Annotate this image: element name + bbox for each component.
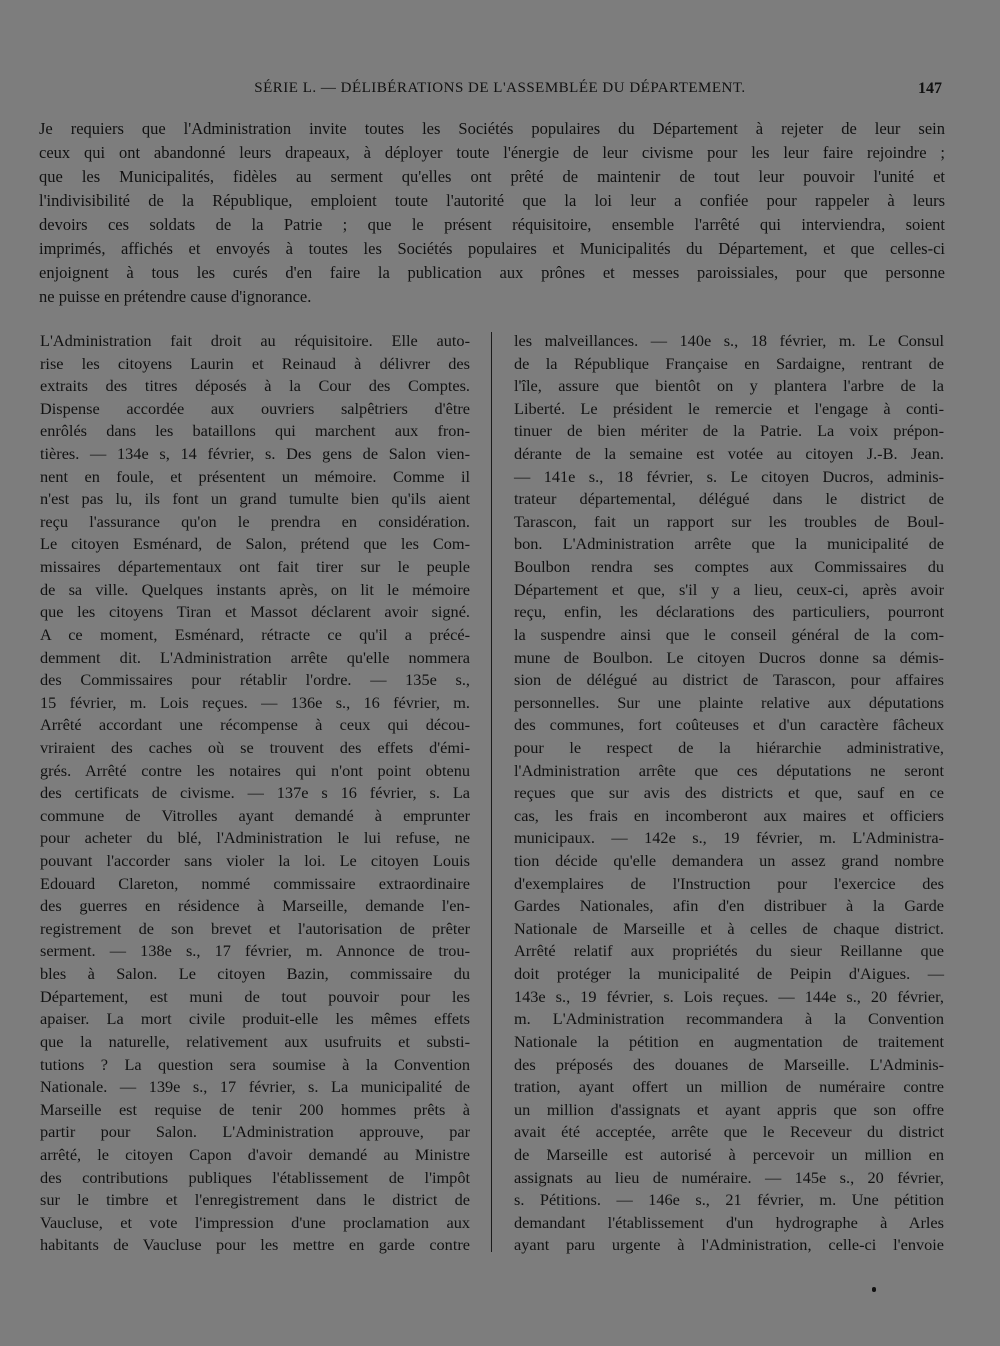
right-column-line: Nationale la pétition en augmentation de traitement [514, 1031, 944, 1051]
left-column-line: Marseille est requise de tenir 200 hommes prêts à [40, 1099, 470, 1119]
left-column-line: serment. — 138e s., 17 février, m. Annonce de trou- [40, 941, 470, 961]
left-column-line: que la naturelle, relativement aux usufruits et substi- [40, 1031, 470, 1051]
left-column [40, 330, 470, 1257]
right-column-line: la suspendre ainsi que le conseil général de la com- [514, 624, 944, 644]
intro-line: imprimés, affichés et envoyés à toutes les Sociétés populaires et Municipalités du Département, et que celles-ci [39, 239, 945, 258]
left-column-line: Edouard Clareton, nommé commissaire extraordinaire [40, 873, 470, 893]
left-column-line: pour acheter du blé, l'Administration le lui refuse, ne [40, 828, 470, 848]
right-column-line: ayant paru urgente à l'Administration, celle-ci l'envoie [514, 1235, 944, 1255]
right-column-line: avait été acceptée, arrête que le Receveur du district [514, 1122, 944, 1142]
left-column-line: des guerres en résidence à Marseille, demande l'en- [40, 896, 470, 916]
left-column-line: tutions ? La question sera soumise à la Convention [40, 1054, 470, 1074]
right-column-line: reçu, enfin, les déclarations des particuliers, pourront [514, 602, 944, 622]
intro-line: l'indivisibilité de la République, emploient toute l'autorité que la loi leur a confiée pour rappeler à leurs [39, 191, 945, 210]
right-column-line: doit protéger la municipalité de Peipin d'Aigues. — [514, 964, 944, 984]
left-column-line: A ce moment, Esménard, rétracte ce qu'il a précé- [40, 624, 470, 644]
left-column-line: n'est pas lu, ils font un grand tumulte bien qu'ils aient [40, 489, 470, 509]
left-column-line: Nationale. — 139e s., 17 février, s. La municipalité de [40, 1077, 470, 1097]
intro-line: enjoignent à tous les curés d'en faire la publication aux prônes et messes paroissiales, pour que personne [39, 263, 945, 282]
left-column-line: commune de Vitrolles ayant demandé à emprunter [40, 805, 470, 825]
right-column-line: Arrêté relatif aux propriétés du sieur Reillanne que [514, 941, 944, 961]
right-column-line: sion de délégué au district de Tarascon, pour affaires [514, 670, 944, 690]
right-column-line: tration, ayant offert un million de numéraire contre [514, 1077, 944, 1097]
left-column-line: registrement de son brevet et l'autorisation de prêter [40, 918, 470, 938]
left-column-line: missaires départementaux ont fait tirer sur le peuple [40, 557, 470, 577]
left-column-line: grés. Arrêté contre les notaires qui n'ont point obtenu [40, 760, 470, 780]
right-column-line: s. Pétitions. — 146e s., 21 février, m. Une pétition [514, 1190, 944, 1210]
left-column-line: nent en foule, et présentent un mémoire. Comme il [40, 466, 470, 486]
right-column-line: l'Administration arrête que ces députations ne seront [514, 760, 944, 780]
right-column-line: reçues que sur avis des districts et que, sauf en ce [514, 783, 944, 803]
intro-paragraph [39, 118, 945, 310]
right-column-line: bon. L'Administration arrête que la municipalité de [514, 534, 944, 554]
right-column-line: — 141e s., 18 février, s. Le citoyen Ducros, adminis- [514, 466, 944, 486]
right-column-line: Gardes Nationales, afin d'en distribuer à la Garde [514, 896, 944, 916]
left-column-line: de sa ville. Quelques instants après, on lit le mémoire [40, 579, 470, 599]
right-column-line: trateur départemental, délégué dans le district de [514, 489, 944, 509]
right-column-line: tinuer de bien mériter de la Patrie. La voix prépon- [514, 421, 944, 441]
intro-line: Je requiers que l'Administration invite toutes les Sociétés populaires du Département à rejeter de leur sein [39, 119, 945, 138]
left-column-line: demment dit. L'Administration arrête qu'elle nommera [40, 647, 470, 667]
left-column-line: Le citoyen Esménard, de Salon, prétend que les Com- [40, 534, 470, 554]
right-column-line: de Marseille est autorisé à percevoir un million en [514, 1144, 944, 1164]
left-column-line: Dispense accordée aux ouvriers salpêtriers d'être [40, 398, 470, 418]
left-column-line: reçu l'assurance qu'on le prendra en considération. [40, 511, 470, 531]
right-column-line: municipaux. — 142e s., 19 février, m. L'Administra- [514, 828, 944, 848]
left-column-line: habitants de Vaucluse pour les mettre en garde contre [40, 1235, 470, 1255]
right-column-line: mune de Boulbon. Le citoyen Ducros donne sa démis- [514, 647, 944, 667]
left-column-line: arrêté, le citoyen Capon d'avoir demandé au Ministre [40, 1144, 470, 1164]
running-title: SÉRIE L. — DÉLIBÉRATIONS DE L'ASSEMBLÉE DU DÉPARTEMENT. [254, 80, 746, 96]
intro-line: ceux qui ont abandonné leurs drapeaux, à déployer toute l'énergie de leur civisme pour les leur faire rejoindre ; [39, 143, 945, 162]
right-column-line: de la République Française en Sardaigne, rentrant de [514, 353, 944, 373]
right-column-line: 143e s., 19 février, s. Lois reçues. — 144e s., 20 février, [514, 986, 944, 1006]
right-column-line: dérante de la semaine est votée au citoyen J.-B. Jean. [514, 444, 944, 464]
right-column-line: Tarascon, fait un rapport sur les troubles de Boul- [514, 511, 944, 531]
intro-line: devoirs ces soldats de la Patrie ; que le présent réquisitoire, ensemble l'arrêté qui interviendra, soient [39, 215, 945, 234]
right-column-line: cas, les frais en incomberont aux maires et officiers [514, 805, 944, 825]
left-column-line: enrôlés dans les bataillons qui marchent aux fron- [40, 421, 470, 441]
right-column-line: tion décide qu'elle demandera un assez grand nombre [514, 851, 944, 871]
left-column-line: que les citoyens Tiran et Massot déclarent avoir signé. [40, 602, 470, 622]
left-column-line: tières. — 134e s, 14 février, s. Des gens de Salon vien- [40, 444, 470, 464]
intro-line: que les Municipalités, fidèles au serment qu'elles ont prêté de maintenir de tout leur pouvoir l'unité et [39, 167, 945, 186]
left-column-line: L'Administration fait droit au réquisitoire. Elle auto- [40, 331, 470, 350]
right-column-line: des préposés des douanes de Marseille. L'Adminis- [514, 1054, 944, 1074]
right-column-line: m. L'Administration recommandera à la Convention [514, 1009, 944, 1029]
right-column [514, 330, 944, 1257]
left-column-line: rise les citoyens Laurin et Reinaud à délivrer des [40, 353, 470, 373]
left-column-line: partir pour Salon. L'Administration approuve, par [40, 1122, 470, 1142]
right-column-line: les malveillances. — 140e s., 18 février, m. Le Consul [514, 331, 944, 350]
right-column-line: demandant l'établissement d'un hydrographe à Arles [514, 1212, 944, 1232]
left-column-line: Arrêté accordant une récompense à ceux qui décou- [40, 715, 470, 735]
page-number: 147 [918, 80, 942, 97]
column-divider [491, 332, 492, 1252]
right-column-line: Liberté. Le président le remercie et l'engage à conti- [514, 398, 944, 418]
left-column-line: apaiser. La mort civile produit-elle les mêmes effets [40, 1009, 470, 1029]
right-column-line: l'île, assure que bientôt on y plantera l'arbre de la [514, 376, 944, 396]
right-column-line: d'exemplaires de l'Instruction pour l'exercice des [514, 873, 944, 893]
print-speck [872, 1287, 876, 1292]
left-column-line: des Commissaires pour rétablir l'ordre. — 135e s., [40, 670, 470, 690]
intro-line: ne puisse en prétendre cause d'ignorance. [39, 287, 312, 306]
right-column-line: Nationale de Marseille et à celles de chaque district. [514, 918, 944, 938]
right-column-line: pour le respect de la hiérarchie administrative, [514, 737, 944, 757]
right-column-line: assignats au lieu de numéraire. — 145e s., 20 février, [514, 1167, 944, 1187]
right-column-line: un million d'assignats et ayant appris que son offre [514, 1099, 944, 1119]
right-column-line: Département et que, s'il y a lieu, ceux-ci, après avoir [514, 579, 944, 599]
left-column-line: 15 février, m. Lois reçues. — 136e s., 16 février, m. [40, 692, 470, 712]
left-column-line: Vaucluse, et vote l'impression d'une proclamation aux [40, 1212, 470, 1232]
left-column-line: vriraient des caches où se trouvent des effets d'émi- [40, 737, 470, 757]
left-column-line: pouvant l'accorder sans violer la loi. Le citoyen Louis [40, 851, 470, 871]
left-column-line: des certificats de civisme. — 137e s 16 février, s. La [40, 783, 470, 803]
left-column-line: sur le timbre et l'enregistrement dans le district de [40, 1190, 470, 1210]
right-column-line: des communes, fort coûteuses et d'un caractère fâcheux [514, 715, 944, 735]
right-column-line: personnelles. Sur une plainte relative aux députations [514, 692, 944, 712]
left-column-line: Département, est muni de tout pouvoir pour les [40, 986, 470, 1006]
right-column-line: Boulbon rendra ses comptes aux Commissaires du [514, 557, 944, 577]
left-column-line: des contributions publiques l'établissement de l'impôt [40, 1167, 470, 1187]
left-column-line: extraits des titres déposés à la Cour des Comptes. [40, 376, 470, 396]
left-column-line: bles à Salon. Le citoyen Bazin, commissaire du [40, 964, 470, 984]
